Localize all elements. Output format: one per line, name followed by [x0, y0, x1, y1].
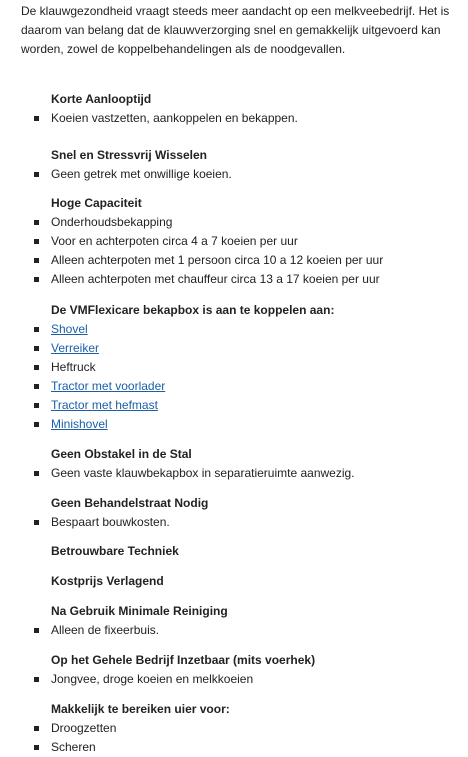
- list-item-text: Onderhoudsbekapping: [51, 215, 173, 229]
- attachment-link[interactable]: Shovel: [51, 322, 88, 336]
- bullet-icon: [34, 239, 39, 244]
- feature-section: [21, 542, 461, 561]
- section-heading: De VMFlexicare bekapbox is aan te koppelen aan:: [51, 303, 335, 317]
- bullet-icon: [34, 327, 39, 332]
- bullet-icon: [34, 277, 39, 282]
- feature-section: [21, 572, 461, 591]
- bullet-icon: [34, 422, 39, 427]
- list-item: [21, 621, 461, 640]
- feature-section: [21, 194, 461, 289]
- list-item[interactable]: [21, 377, 461, 396]
- section-list: [21, 719, 461, 757]
- list-item-text: Alleen achterpoten met chauffeur circa 13 a 17 koeien per uur: [51, 272, 380, 286]
- feature-section: [21, 700, 461, 757]
- bullet-icon: [34, 471, 39, 476]
- section-list: [21, 670, 461, 689]
- list-item-text: Scheren: [51, 740, 96, 754]
- bullet-icon: [34, 628, 39, 633]
- list-item-text: Heftruck: [51, 360, 96, 374]
- bullet-icon: [34, 520, 39, 525]
- section-heading: Geen Behandelstraat Nodig: [51, 496, 209, 510]
- section-list: [21, 464, 461, 483]
- list-item-text: Alleen de fixeerbuis.: [51, 623, 160, 637]
- list-item: [21, 670, 461, 689]
- feature-section: [21, 651, 461, 689]
- bullet-icon: [34, 745, 39, 750]
- attachment-link[interactable]: Verreiker: [51, 341, 100, 355]
- section-list: [21, 165, 461, 184]
- bullet-icon: [34, 726, 39, 731]
- attachment-link[interactable]: Tractor met hefmast: [51, 398, 158, 412]
- section-heading: Kostprijs Verlagend: [51, 574, 164, 588]
- list-item-text: Bespaart bouwkosten.: [51, 515, 170, 529]
- section-list: [21, 513, 461, 532]
- list-item-text: Droogzetten: [51, 721, 117, 735]
- list-item-text: Geen vaste klauwbekapbox in separatieruimte aanwezig.: [51, 466, 355, 480]
- section-heading: Na Gebruik Minimale Reiniging: [51, 604, 228, 618]
- section-heading: Op het Gehele Bedrijf Inzetbaar (mits voerhek): [51, 653, 316, 667]
- list-item: [21, 232, 461, 251]
- attachment-link[interactable]: Tractor met voorlader: [51, 379, 166, 393]
- intro-paragraph: De klauwgezondheid vraagt steeds meer aandacht op een melkveebedrijf. Het is daarom van belang dat de klauwverzorging snel en gemakkelijk uitgevoerd kan worden, zowel de koppelbehandelingen als de noodgevallen.: [21, 4, 450, 56]
- section-list: [21, 213, 461, 289]
- bullet-icon: [34, 346, 39, 351]
- list-item-text: Jongvee, droge koeien en melkkoeien: [51, 672, 254, 686]
- list-item: [21, 464, 461, 483]
- list-item: [21, 513, 461, 532]
- list-item: [21, 358, 461, 377]
- section-heading: Makkelijk te bereiken uier voor:: [51, 702, 230, 716]
- bullet-icon: [34, 220, 39, 225]
- bullet-icon: [34, 403, 39, 408]
- section-heading: Snel en Stressvrij Wisselen: [51, 148, 207, 162]
- list-item: [21, 719, 461, 738]
- list-item[interactable]: [21, 415, 461, 434]
- section-heading: Hoge Capaciteit: [51, 196, 142, 210]
- list-item-text: Koeien vastzetten, aankoppelen en bekappen.: [51, 111, 298, 125]
- list-item-text: Voor en achterpoten circa 4 a 7 koeien per uur: [51, 234, 298, 248]
- list-item[interactable]: [21, 396, 461, 415]
- list-item: [21, 109, 461, 128]
- feature-section: [21, 90, 461, 128]
- bullet-icon: [34, 172, 39, 177]
- feature-section: [21, 602, 461, 640]
- feature-section: [21, 301, 461, 434]
- list-item: [21, 270, 461, 289]
- list-item-text: Alleen achterpoten met 1 persoon circa 10 a 12 koeien per uur: [51, 253, 384, 267]
- feature-section: [21, 146, 461, 184]
- bullet-icon: [34, 677, 39, 682]
- feature-section: [21, 494, 461, 532]
- section-list: [21, 109, 461, 128]
- bullet-icon: [34, 365, 39, 370]
- bullet-icon: [34, 258, 39, 263]
- list-item: [21, 251, 461, 270]
- attachment-link[interactable]: Minishovel: [51, 417, 108, 431]
- list-item[interactable]: [21, 320, 461, 339]
- section-list: [21, 320, 461, 434]
- section-heading: Korte Aanlooptijd: [51, 92, 152, 106]
- bullet-icon: [34, 116, 39, 121]
- section-list: [21, 621, 461, 640]
- list-item-text: Geen getrek met onwillige koeien.: [51, 167, 232, 181]
- list-item: [21, 738, 461, 757]
- bullet-icon: [34, 384, 39, 389]
- list-item: [21, 213, 461, 232]
- section-heading: Geen Obstakel in de Stal: [51, 447, 192, 461]
- list-item[interactable]: [21, 339, 461, 358]
- section-heading: Betrouwbare Techniek: [51, 544, 179, 558]
- feature-section: [21, 445, 461, 483]
- list-item: [21, 165, 461, 184]
